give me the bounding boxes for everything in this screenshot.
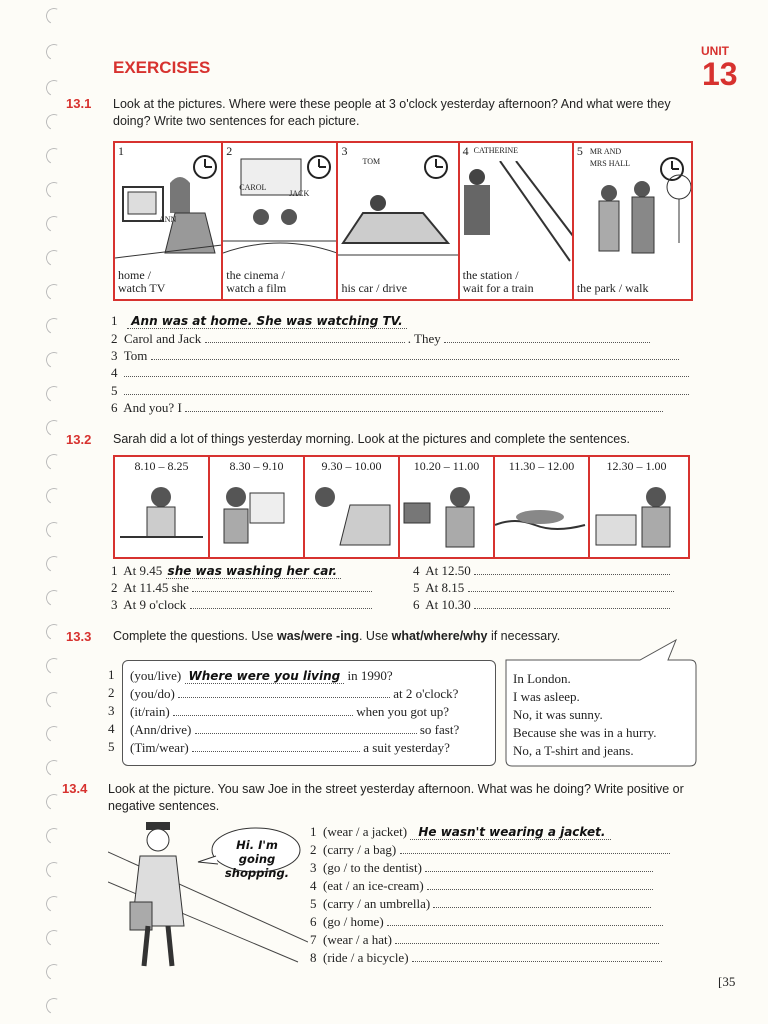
answer-blank[interactable] xyxy=(387,914,663,926)
ex4-item-3[interactable] xyxy=(310,859,670,877)
exercise-number-13-2: 13.2 xyxy=(66,432,92,447)
ex4-item-2[interactable] xyxy=(310,841,670,859)
park-illustration xyxy=(574,173,691,273)
item-cue: (carry / an umbrella) xyxy=(323,896,431,911)
item-cue: (carry / a bag) xyxy=(323,842,397,857)
line-number: 3 xyxy=(108,703,115,718)
ex1-picture-strip xyxy=(113,141,693,301)
ex2-picture-6 xyxy=(590,457,683,557)
answer-blank[interactable] xyxy=(468,580,674,592)
question-numbers xyxy=(108,666,115,756)
line-number: 4 xyxy=(413,563,420,578)
time-range: 9.30 – 10.00 xyxy=(321,459,382,473)
ex1-line-5[interactable] xyxy=(111,383,689,399)
ex4-item-8[interactable] xyxy=(310,949,670,967)
sample-answer: she was washing her car. xyxy=(166,564,342,579)
question-end: when you got up? xyxy=(356,704,450,719)
line-prompt: At 9.45 xyxy=(123,563,163,578)
ex3-question-3[interactable] xyxy=(130,704,449,720)
line-number: 7 xyxy=(310,932,317,947)
answer-blank[interactable] xyxy=(190,597,372,609)
tv-room-illustration xyxy=(115,163,222,263)
picture-number: 1 xyxy=(118,144,124,158)
exercise-13-2-instruction: Sarah did a lot of things yesterday morning. Look at the pictures and complete the sentences. xyxy=(113,432,630,446)
line-number: 3 xyxy=(310,860,317,875)
picture-label-line-1: home / xyxy=(118,268,151,282)
answer-blank[interactable] xyxy=(412,950,662,962)
ex4-items xyxy=(310,823,670,967)
sample-answer: Where were you living xyxy=(185,669,345,684)
line-prompt: And you? I xyxy=(123,400,182,415)
picture-label-line-1: the cinema / xyxy=(226,268,285,282)
answer-blank[interactable] xyxy=(444,331,650,343)
ex2-picture-strip xyxy=(113,455,690,559)
speech-bubble xyxy=(218,838,296,880)
answer-blank[interactable] xyxy=(433,896,651,908)
time-range: 12.30 – 1.00 xyxy=(606,459,667,473)
car-illustration xyxy=(338,163,458,263)
instruction-text: if necessary. xyxy=(487,629,561,643)
line-number: 2 xyxy=(111,331,118,346)
page-title: EXERCISES xyxy=(113,58,211,77)
question-cue: (Ann/drive) xyxy=(130,722,192,737)
question-cue: (you/live) xyxy=(130,668,182,683)
cinema-illustration xyxy=(223,153,337,263)
line-prompt: At 11.45 she xyxy=(123,580,189,595)
exercise-13-1-instruction: Look at the pictures. Where were these people at 3 o'clock yesterday afternoon? And what were they doing? Write two sentences for each picture. xyxy=(113,97,671,128)
answer-blank[interactable] xyxy=(425,860,653,872)
line-number: 5 xyxy=(310,896,317,911)
character-name: MR AND xyxy=(589,147,622,156)
ex1-line-3[interactable] xyxy=(111,348,679,364)
breakfast-illustration xyxy=(115,475,208,555)
line-number: 3 xyxy=(111,348,118,363)
line-number: 4 xyxy=(310,878,317,893)
line-number: 3 xyxy=(111,597,118,612)
newspaper-illustration xyxy=(210,475,303,555)
answer-blank[interactable] xyxy=(474,597,670,609)
line-prompt: . They xyxy=(407,331,441,346)
line-number: 2 xyxy=(111,580,118,595)
ex4-item-7[interactable] xyxy=(310,931,670,949)
speech-text: Hi. I'm going xyxy=(236,838,278,866)
character-name: MRS HALL xyxy=(589,159,631,168)
ex4-item-5[interactable] xyxy=(310,895,670,913)
question-end: at 2 o'clock? xyxy=(393,686,459,701)
swimming-illustration xyxy=(495,475,588,555)
ex4-item-6[interactable] xyxy=(310,913,670,931)
line-prompt: At 8.15 xyxy=(425,580,465,595)
exercise-13-3-instruction xyxy=(113,629,560,643)
ex2-picture-4 xyxy=(400,457,495,557)
line-prompt: At 12.50 xyxy=(425,563,471,578)
line-prompt: Tom xyxy=(123,348,148,363)
line-number: 1 xyxy=(111,563,118,578)
ex4-item-1[interactable] xyxy=(310,823,670,841)
ex3-question-5[interactable] xyxy=(130,740,450,756)
line-number: 5 xyxy=(111,383,118,398)
ex2-line-1[interactable] xyxy=(111,563,341,579)
speech-text: shopping. xyxy=(224,866,290,880)
question-cue: (you/do) xyxy=(130,686,175,701)
ex1-picture-3 xyxy=(338,143,459,299)
station-illustration xyxy=(460,161,573,271)
answer-blank[interactable] xyxy=(195,722,417,734)
line-number: 5 xyxy=(413,580,420,595)
line-prompt: At 9 o'clock xyxy=(123,597,187,612)
instruction-keyword: what/where/why xyxy=(391,629,488,643)
exercise-number-13-3: 13.3 xyxy=(66,629,92,644)
radio-illustration xyxy=(400,475,493,555)
exercise-number-13-1: 13.1 xyxy=(66,96,92,111)
ex2-picture-2 xyxy=(210,457,305,557)
question-cue: (it/rain) xyxy=(130,704,170,719)
sample-answer: He wasn't wearing a jacket. xyxy=(410,825,611,840)
line-number: 2 xyxy=(310,842,317,857)
instruction-text: Complete the questions. Use xyxy=(113,629,277,643)
picture-number: 3 xyxy=(341,144,348,158)
answer-blank[interactable] xyxy=(151,348,679,360)
picture-label-line-2: watch a film xyxy=(226,281,287,295)
ex1-picture-2 xyxy=(223,143,338,299)
ex1-line-1[interactable] xyxy=(111,313,407,329)
reply-text: No, a T-shirt and jeans. xyxy=(513,743,634,758)
line-number: 6 xyxy=(310,914,317,929)
line-prompt: Carol and Jack xyxy=(124,331,202,346)
question-end: so fast? xyxy=(419,722,460,737)
line-number: 2 xyxy=(108,685,115,700)
ex1-line-2[interactable] xyxy=(111,331,650,347)
item-cue: (go / to the dentist) xyxy=(323,860,422,875)
line-number: 1 xyxy=(310,824,317,839)
answer-blank[interactable] xyxy=(395,932,659,944)
answer-blank[interactable] xyxy=(178,686,390,698)
item-cue: (wear / a jacket) xyxy=(323,824,408,839)
ex2-picture-5 xyxy=(495,457,590,557)
cooking-illustration xyxy=(590,475,683,555)
sample-answer: Ann was at home. She was watching TV. xyxy=(127,314,406,329)
exercise-13-4-instruction: Look at the picture. You saw Joe in the street yesterday afternoon. What was he doing? Write positive or negative sentences. xyxy=(108,782,684,813)
line-number: 5 xyxy=(108,739,115,754)
ex3-question-1[interactable] xyxy=(130,668,393,684)
ex1-picture-1 xyxy=(115,143,223,299)
answer-blank[interactable] xyxy=(185,400,663,412)
picture-number: 2 xyxy=(226,144,233,158)
question-end: a suit yesterday? xyxy=(363,740,450,755)
item-cue: (go / home) xyxy=(323,914,384,929)
item-cue: (eat / an ice-cream) xyxy=(323,878,424,893)
answer-blank[interactable] xyxy=(474,563,670,575)
character-name: CATHERINE xyxy=(473,146,519,155)
ex2-line-5[interactable] xyxy=(413,580,674,596)
answer-blank[interactable] xyxy=(400,842,670,854)
answer-blank[interactable] xyxy=(124,365,689,377)
ex4-item-4[interactable] xyxy=(310,877,670,895)
time-range: 10.20 – 11.00 xyxy=(413,459,480,473)
ex2-line-4[interactable] xyxy=(413,563,670,579)
page-number: [35 xyxy=(718,974,736,989)
ex2-line-6[interactable] xyxy=(413,597,670,613)
reply-text: Because she was in a hurry. xyxy=(513,725,657,740)
time-range: 8.30 – 9.10 xyxy=(229,459,284,473)
picture-number: 4 xyxy=(462,144,469,158)
answer-blank[interactable] xyxy=(192,740,360,752)
line-number: 6 xyxy=(413,597,420,612)
instruction-keyword: was/were -ing xyxy=(276,629,359,643)
line-number: 4 xyxy=(111,365,118,380)
washing-car-illustration xyxy=(305,475,398,555)
question-end: in 1990? xyxy=(347,668,393,683)
answer-blank[interactable] xyxy=(173,704,353,716)
exercise-number-13-4: 13.4 xyxy=(62,781,88,796)
reply-text: I was asleep. xyxy=(513,689,580,704)
replies-list xyxy=(513,670,657,760)
line-number: 1 xyxy=(108,667,115,682)
character-name: JACK xyxy=(289,189,310,198)
item-cue: (wear / a hat) xyxy=(323,932,392,947)
ex2-picture-1 xyxy=(115,457,210,557)
answer-blank[interactable] xyxy=(192,580,372,592)
ex2-picture-3 xyxy=(305,457,400,557)
ex2-line-3[interactable] xyxy=(111,597,372,613)
picture-label-line-2: the park / walk xyxy=(576,281,649,295)
character-name: CAROL xyxy=(239,183,267,192)
picture-number: 5 xyxy=(576,144,583,158)
ex1-picture-5 xyxy=(574,143,691,299)
answer-blank[interactable] xyxy=(427,878,653,890)
reply-text: No, it was sunny. xyxy=(513,707,603,722)
ex2-line-2[interactable] xyxy=(111,580,372,596)
ex1-line-4[interactable] xyxy=(111,365,689,381)
unit-label: UNIT xyxy=(701,44,729,58)
line-number: 1 xyxy=(111,313,118,328)
question-cue: (Tim/wear) xyxy=(130,740,189,755)
unit-number: 13 xyxy=(702,56,738,92)
reply-text: In London. xyxy=(513,671,571,686)
time-range: 11.30 – 12.00 xyxy=(508,459,575,473)
ex3-question-2[interactable] xyxy=(130,686,458,702)
line-number: 4 xyxy=(108,721,115,736)
time-range: 8.10 – 8.25 xyxy=(134,459,189,473)
picture-label-line-1: the station / xyxy=(462,268,519,282)
character-name: ANN xyxy=(159,215,177,224)
character-name: TOM xyxy=(362,157,381,166)
line-prompt: At 10.30 xyxy=(425,597,471,612)
ex1-line-6[interactable] xyxy=(111,400,663,416)
picture-label-line-2: watch TV xyxy=(118,281,166,295)
line-number: 6 xyxy=(111,400,118,415)
item-cue: (ride / a bicycle) xyxy=(323,950,409,965)
ex1-picture-4 xyxy=(460,143,574,299)
line-number: 8 xyxy=(310,950,317,965)
picture-label-line-2: wait for a train xyxy=(462,281,534,295)
answer-blank[interactable] xyxy=(205,331,405,343)
picture-label-line-2: his car / drive xyxy=(341,281,408,295)
ex3-question-4[interactable] xyxy=(130,722,459,738)
instruction-text: . Use xyxy=(358,629,392,643)
answer-blank[interactable] xyxy=(124,383,689,395)
